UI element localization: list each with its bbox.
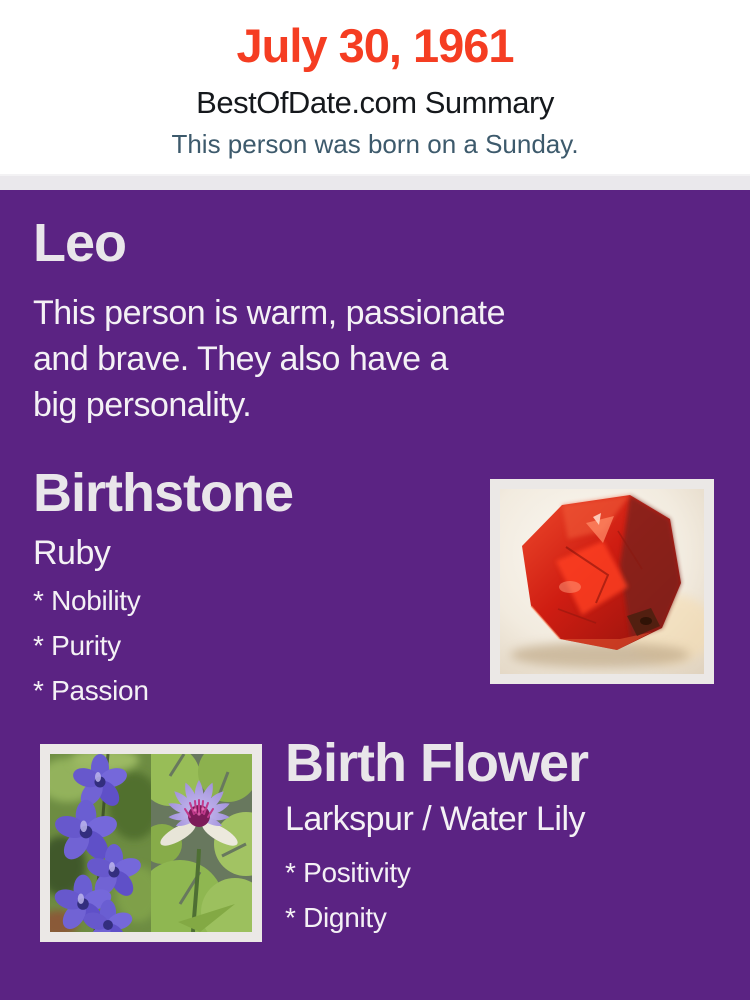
ruby-photo: [490, 479, 714, 684]
birth-flower-trait: * Dignity: [285, 902, 387, 933]
zodiac-description: [33, 290, 505, 428]
zodiac-sign-heading: Leo: [33, 213, 127, 273]
header-divider: [0, 174, 750, 190]
birth-flower-trait: * Positivity: [285, 857, 411, 888]
weekday-note: This person was born on a Sunday.: [171, 129, 579, 159]
zodiac-description-line: big personality.: [33, 386, 252, 424]
birthstone-trait-list: [33, 578, 149, 713]
header: [0, 0, 750, 174]
main-section: [0, 190, 750, 1000]
site-summary-title: BestOfDate.com Summary: [196, 85, 554, 120]
birthstone-name: Ruby: [33, 534, 111, 572]
birth-flower-trait-list: [285, 850, 411, 940]
date-title: July 30, 1961: [236, 19, 514, 72]
larkspur-water-lily-image: [50, 754, 252, 932]
birthstone-trait: * Passion: [33, 675, 149, 706]
zodiac-description-line: This person is warm, passionate: [33, 294, 506, 332]
zodiac-description-line: and brave. They also have a: [33, 340, 448, 378]
birthstone-trait: * Purity: [33, 630, 121, 661]
birth-flower-name: Larkspur / Water Lily: [285, 800, 585, 838]
birth-flower-photo: [40, 744, 262, 942]
birthstone-heading: Birthstone: [33, 463, 293, 523]
ruby-gem-image: [500, 489, 704, 674]
birth-flower-heading: Birth Flower: [285, 733, 589, 793]
birthstone-trait: * Nobility: [33, 585, 141, 616]
